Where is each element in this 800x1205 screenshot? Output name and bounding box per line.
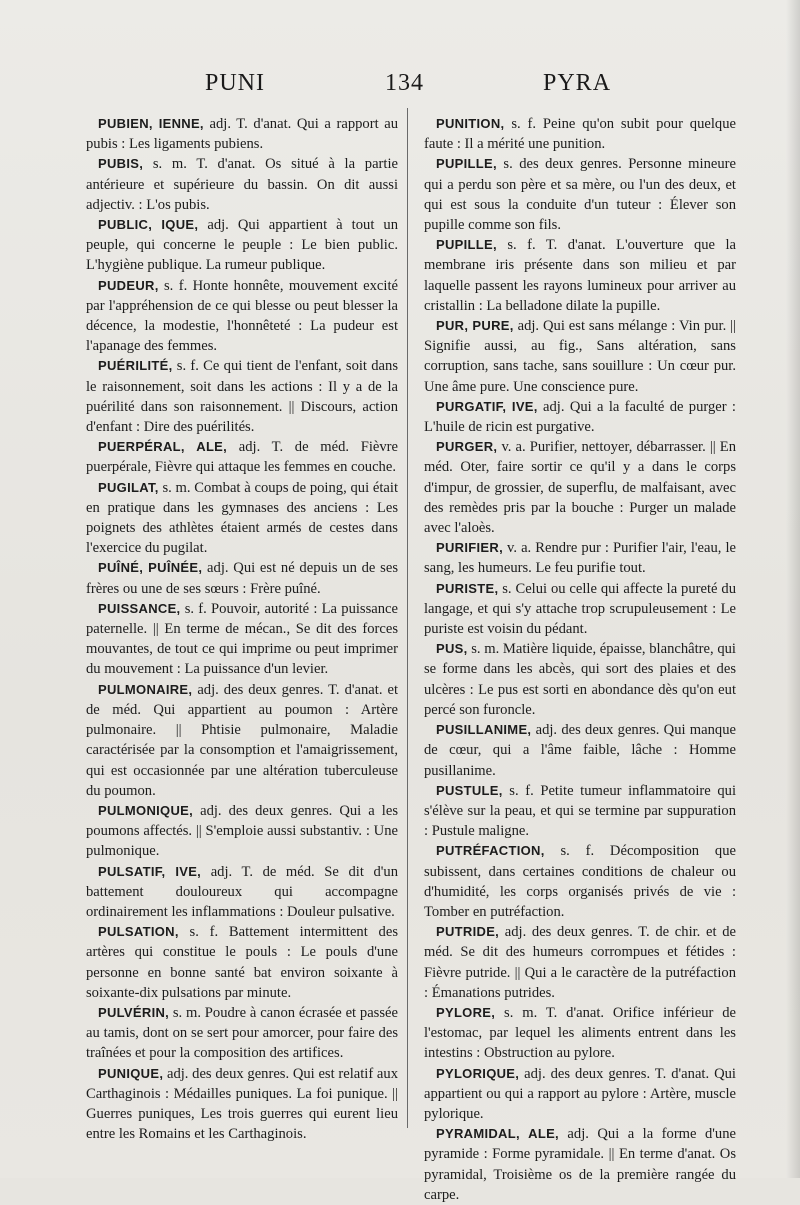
dictionary-entry — [86, 215, 398, 276]
entry-headword: PUDEUR, — [98, 277, 159, 293]
entry-headword: PUTRÉFACTION, — [436, 843, 545, 859]
entry-headword: PULMONAIRE, — [98, 681, 193, 697]
entry-headword: PULSATION, — [98, 924, 179, 940]
dictionary-entry — [86, 154, 398, 215]
entry-definition: s. f. Décomposition que subissent, dans certaines conditions de chaleur ou d'humidité, les corps organisés privés de vie : Tomber en putréfaction. — [424, 843, 736, 920]
page-number: 134 — [385, 70, 424, 96]
entry-headword: PUBLIC, IQUE, — [98, 217, 199, 233]
entry-headword: PUNIQUE, — [98, 1065, 164, 1081]
entry-definition: adj. T. de méd. Se dit d'un battement douloureux qui accompagne ordinairement les inflammations : Douleur pulsative. — [86, 863, 398, 920]
entry-definition: s. m. T. d'anat. Orifice inférieur de l'estomac, par lequel les aliments entrent dans les intestins : Obstruction au pylore. — [424, 1004, 736, 1062]
entry-definition: s. f. Ce qui tient de l'enfant, soit dans le raisonnement, soit dans les actions : Il y a de la puérilité dans son raisonnement. || Discours, action d'enfant : Dire des puérilités. — [86, 358, 398, 436]
entry-headword: PUISSANCE, — [98, 600, 181, 616]
entry-headword: PUPILLE, — [436, 156, 497, 172]
entry-headword: PUSTULE, — [436, 782, 503, 798]
entry-headword: PUPILLE, — [436, 237, 497, 253]
dictionary-entry — [424, 1064, 736, 1125]
entry-definition: s. f. T. d'anat. L'ouverture que la membrane iris présente dans son milieu et par laquelle passent les rayons lumineux pour arriver au cristallin : La belladone dilate la pupille. — [424, 237, 737, 314]
column-divider — [407, 108, 408, 1128]
entry-definition: adj. Qui a la forme d'une pyramide : Forme pyramidale. || En terme d'anat. Os pyramidal, Troisième os de la première rangée du carpe. — [424, 1126, 736, 1203]
entry-definition: adj. des deux genres. Qui est relatif aux Carthaginois : Médailles puniques. La foi punique. || Guerres puniques, Les trois guerres qui eurent lieu entre les Romains et les Carthaginois. — [86, 1065, 398, 1143]
entry-headword: PYLORIQUE, — [436, 1065, 520, 1081]
dictionary-entry — [86, 680, 398, 801]
entry-headword: PULSATIF, IVE, — [98, 863, 202, 879]
entry-definition: s. m. Combat à coups de poing, qui était en pratique dans les gymnases des anciens : Les poignets des athlètes étaient armés de cestes dans l'exercice du pugilat. — [86, 479, 398, 557]
page-edge-shadow — [786, 0, 800, 1178]
entry-headword: PURISTE, — [436, 580, 499, 596]
entry-definition: v. a. Purifier, nettoyer, débarrasser. || En méd. Oter, faire sortir ce qu'il y a dans le corps d'impur, de grossier, de superflu, de malfaisant, avec des remèdes pris par la bouche : Purger un malade avec l'aloès. — [424, 439, 737, 537]
entry-headword: PUTRIDE, — [436, 924, 500, 940]
entry-headword: PUNITION, — [436, 116, 505, 131]
dictionary-entry — [86, 114, 398, 154]
dictionary-entry — [424, 1003, 736, 1064]
entry-headword: PUERPÉRAL, ALE, — [98, 439, 228, 455]
entry-definition: s. Celui ou celle qui affecte la pureté du langage, et qui s'y attache trop scrupuleusement : Le puriste est voisin du pédant. — [424, 580, 736, 638]
dictionary-entry — [424, 1124, 736, 1205]
entry-headword: PUGILAT, — [98, 479, 159, 495]
entry-definition: adj. des deux genres. Qui a les poumons affectés. || S'emploie aussi substantiv. : Une pulmonique. — [86, 802, 398, 860]
entry-definition: v. a. Rendre pur : Purifier l'air, l'eau, le sang, les humeurs. Le feu purifie tout. — [424, 540, 736, 577]
right-column — [424, 114, 736, 1205]
dictionary-entry — [86, 862, 398, 923]
dictionary-entry — [424, 316, 736, 397]
dictionary-entry — [424, 720, 736, 781]
entry-definition: s. m. Poudre à canon écrasée et passée au tamis, dont on se sert pour amorcer, pour faire des traînées et pour la composition des artifices. — [86, 1004, 398, 1062]
entry-definition: adj. des deux genres. T. d'anat. Qui appartient ou qui a rapport au pylore : Artère, muscle pylorique. — [424, 1065, 736, 1122]
entry-headword: PULMONIQUE, — [98, 802, 194, 818]
entry-definition: adj. des deux genres. Qui manque de cœur, qui a l'âme faible, lâche : Homme pusillanime. — [424, 722, 736, 779]
entry-definition: adj. Qui appartient à tout un peuple, qui concerne le peuple : Le bien public. L'hygiène publique. La rumeur publique. — [86, 217, 399, 274]
dictionary-entry — [86, 801, 398, 862]
dictionary-entry — [86, 1003, 398, 1064]
entry-definition: adj. Qui a la faculté de purger : L'huile de ricin est purgative. — [424, 398, 736, 436]
dictionary-entry — [424, 579, 736, 640]
entry-definition: s. f. Battement intermittent des artères qui constitue le pouls : Le pouls d'une personne en bonne santé bat environ soixante à soixante-dix pulsations par minute. — [86, 924, 398, 1001]
entry-definition: s. des deux genres. Personne mineure qui a perdu son père et sa mère, ou l'un des deux, et qui est sous la conduite d'un tuteur : Élever son pupille comme son fils. — [424, 156, 736, 234]
dictionary-entry — [424, 437, 736, 538]
dictionary-entry — [86, 599, 398, 680]
entry-definition: s. m. T. d'anat. Os situé à la partie antérieure et supérieure du bassin. On dit aussi adjectiv. : L'os pubis. — [86, 156, 398, 213]
page-header — [0, 70, 800, 110]
dictionary-entry — [424, 235, 736, 316]
entry-headword: PYLORE, — [436, 1004, 496, 1020]
entry-definition: adj. Qui est né depuis un de ses frères ou une de ses sœurs : Frère puîné. — [86, 560, 398, 597]
entry-headword: PUÉRILITÉ, — [98, 358, 173, 374]
dictionary-entry — [424, 154, 736, 235]
dictionary-entry — [86, 437, 398, 477]
dictionary-entry — [424, 397, 736, 437]
dictionary-entry — [424, 538, 736, 578]
entry-definition: s. m. Matière liquide, épaisse, blanchâtre, qui se forme dans les abcès, qui sort des plaies et des ulcères : Le pus est sorti en abondance dès qu'on eut percé son furoncle. — [424, 641, 736, 718]
entry-headword: PUÎNÉ, PUÎNÉE, — [98, 560, 203, 576]
dictionary-entry — [86, 558, 398, 598]
entry-headword: PURGATIF, IVE, — [436, 398, 538, 414]
entry-definition: adj. T. d'anat. Qui a rapport au pubis : Les ligaments pubiens. — [86, 116, 399, 153]
dictionary-entry — [86, 478, 398, 559]
entry-headword: PUR, PURE, — [436, 318, 514, 334]
left-guide-word: PUNI — [205, 70, 266, 96]
right-guide-word: PYRA — [543, 70, 612, 96]
entry-definition: s. f. Petite tumeur inflammatoire qui s'élève sur la peau, et qui se termine par suppuration : Pustule maligne. — [424, 782, 737, 840]
dictionary-entry — [86, 1064, 398, 1145]
dictionary-entry — [424, 639, 736, 720]
dictionary-entry — [86, 276, 398, 357]
dictionary-entry — [424, 841, 736, 922]
entry-definition: adj. Qui est sans mélange : Vin pur. || Signifie aussi, au fig., Sans altération, sans corruption, sans tache, sans souillure : Un cœur pur. Une âme pure. Une conscience pure. — [424, 318, 736, 395]
entry-headword: PUBIEN, IENNE, — [98, 116, 204, 131]
entry-definition: adj. des deux genres. T. d'anat. et de méd. Qui appartient au poumon : Artère pulmonaire. || Phtisie pulmonaire, Maladie caractérisée par la consomption et l'amaigrissement, qui est occasionnée par une altération tuberculeuse du poumon. — [86, 681, 398, 799]
entry-headword: PURGER, — [436, 439, 498, 455]
dictionary-entry — [86, 356, 398, 437]
left-column — [86, 114, 398, 1144]
dictionary-entry — [424, 114, 736, 154]
dictionary-entry — [424, 781, 736, 842]
entry-headword: PYRAMIDAL, ALE, — [436, 1126, 559, 1142]
entry-definition: adj. T. de méd. Fièvre puerpérale, Fièvre qui attaque les femmes en couche. — [86, 439, 398, 476]
entry-headword: PUS, — [436, 641, 468, 657]
entry-headword: PULVÉRIN, — [98, 1004, 170, 1020]
entry-definition: adj. des deux genres. T. de chir. et de méd. Se dit des humeurs corrompues et fétides : Fièvre putride. || Qui a le caractère de la putréfaction : Émanations putrides. — [424, 924, 736, 1001]
entry-definition: s. f. Honte honnête, mouvement excité par l'appréhension de ce qui blesse ou peut blesser la décence, la modestie, l'honnêteté : La pudeur est l'apanage des femmes. — [86, 277, 398, 355]
entry-headword: PUSILLANIME, — [436, 722, 532, 738]
entry-definition: s. f. Pouvoir, autorité : La puissance paternelle. || En terme de mécan., Se dit des forces mouvantes, de tout ce qui imprime ou peut imprimer du mouvement : La puissance d'un levier. — [86, 600, 399, 678]
entry-headword: PURIFIER, — [436, 540, 503, 556]
entry-definition: s. f. Peine qu'on subit pour quelque faute : Il a mérité une punition. — [424, 116, 737, 153]
entry-headword: PUBIS, — [98, 156, 144, 172]
dictionary-entry — [424, 922, 736, 1003]
dictionary-entry — [86, 922, 398, 1003]
